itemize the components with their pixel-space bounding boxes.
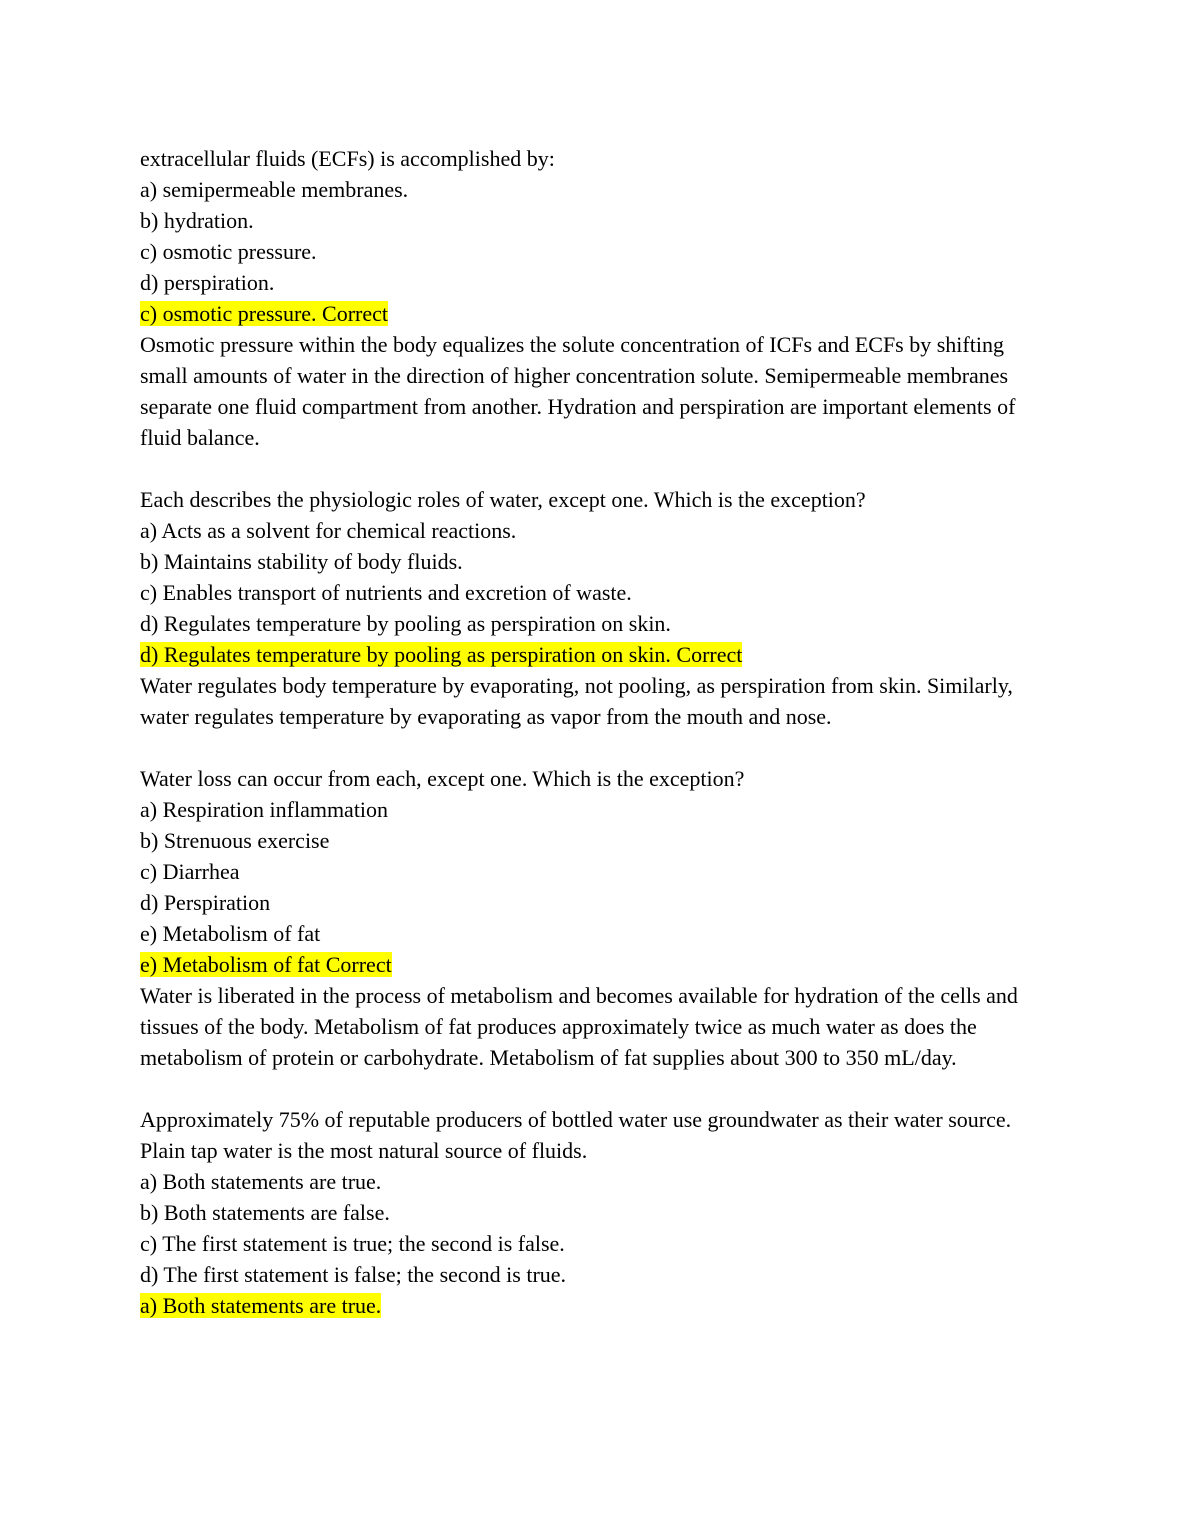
- answer-option: d) perspiration.: [140, 270, 275, 295]
- highlighted-correct-answer: d) Regulates temperature by pooling as perspiration on skin. Correct: [140, 642, 743, 667]
- highlighted-correct-answer: a) Both statements are true.: [140, 1293, 382, 1318]
- question-block-4: [140, 1104, 1052, 1321]
- answer-option: d) The first statement is false; the second is true.: [140, 1262, 567, 1287]
- question-stem: extracellular fluids (ECFs) is accomplished by:: [140, 146, 555, 171]
- question-stem: Water loss can occur from each, except one. Which is the exception?: [140, 766, 745, 791]
- question-block-2: [140, 484, 1052, 732]
- question-stem: Each describes the physiologic roles of water, except one. Which is the exception?: [140, 487, 866, 512]
- correct-answer-line: [140, 639, 1052, 670]
- answer-explanation: Water regulates body temperature by evaporating, not pooling, as perspiration from skin. Similarly, water regulates temperature by evaporating as vapor from the mouth and nose.: [140, 673, 1013, 729]
- answer-option: a) Both statements are true.: [140, 1169, 382, 1194]
- answer-option: b) Both statements are false.: [140, 1200, 390, 1225]
- answer-option: c) Enables transport of nutrients and excretion of waste.: [140, 580, 632, 605]
- highlighted-correct-answer: e) Metabolism of fat Correct: [140, 952, 392, 977]
- question-stem: Approximately 75% of reputable producers of bottled water use groundwater as their water source. Plain tap water is the most natural source of fluids.: [140, 1107, 1012, 1163]
- answer-option: a) Acts as a solvent for chemical reactions.: [140, 518, 517, 543]
- highlighted-correct-answer: c) osmotic pressure. Correct: [140, 301, 389, 326]
- answer-option: e) Metabolism of fat: [140, 921, 321, 946]
- answer-option: d) Perspiration: [140, 890, 271, 915]
- answer-option: c) osmotic pressure.: [140, 239, 317, 264]
- answer-option: c) The first statement is true; the second is false.: [140, 1231, 565, 1256]
- answer-explanation: Water is liberated in the process of metabolism and becomes available for hydration of the cells and tissues of the body. Metabolism of fat produces approximately twice as much water as does the metabolism of protein or carbohydrate. Metabolism of fat supplies about 300 to 350 mL/day.: [140, 983, 1018, 1070]
- correct-answer-line: [140, 949, 1052, 980]
- question-block-1: [140, 143, 1052, 453]
- correct-answer-line: [140, 1290, 1052, 1321]
- correct-answer-line: [140, 298, 1052, 329]
- answer-option: b) Strenuous exercise: [140, 828, 330, 853]
- answer-option: c) Diarrhea: [140, 859, 240, 884]
- answer-option: b) Maintains stability of body fluids.: [140, 549, 463, 574]
- answer-option: d) Regulates temperature by pooling as perspiration on skin.: [140, 611, 671, 636]
- answer-option: a) semipermeable membranes.: [140, 177, 409, 202]
- answer-option: a) Respiration inflammation: [140, 797, 389, 822]
- answer-explanation: Osmotic pressure within the body equalizes the solute concentration of ICFs and ECFs by shifting small amounts of water in the direction of higher concentration solute. Semipermeable membranes separate one fluid compartment from another. Hydration and perspiration are important elements of fluid balance.: [140, 332, 1016, 450]
- answer-option: b) hydration.: [140, 208, 254, 233]
- question-block-3: [140, 763, 1052, 1073]
